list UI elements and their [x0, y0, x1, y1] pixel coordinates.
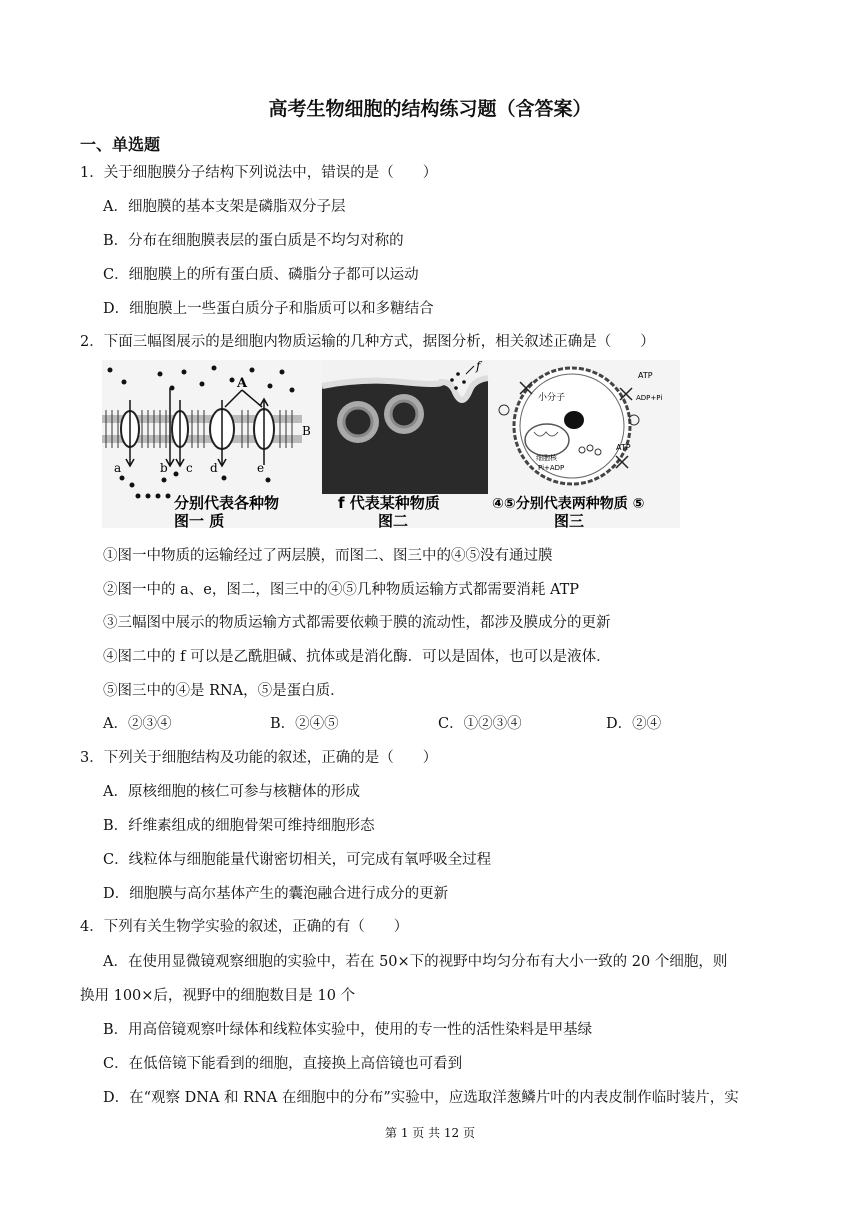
question-3-option-a: A．原核细胞的核仁可参与核糖体的形成	[103, 784, 360, 800]
question-1-option-a: A．细胞膜的基本支架是磷脂双分子层	[103, 199, 346, 215]
question-4-option-b: B．用高倍镜观察叶绿体和线粒体实验中，使用的专一性的活性染料是甲基绿	[103, 1022, 593, 1038]
question-4-stem: 4．下列有关生物学实验的叙述，正确的有（ ）	[80, 919, 409, 935]
question-3-option-b: B．纤维素组成的细胞骨架可维持细胞形态	[103, 818, 375, 834]
figure-3-label-adp-1: ADP+Pi	[636, 394, 663, 402]
question-2-statement-5: ⑤图三中的④是 RNA，⑤是蛋白质．	[103, 683, 345, 699]
figure-1-label-b-upper: B	[302, 424, 311, 438]
question-2-statement-4: ④图二中的 f 可以是乙酰胆碱、抗体或是消化酶．可以是固体，也可以是液体．	[103, 649, 611, 665]
figure-2-caption-line1: f 代表某种物质	[338, 494, 440, 512]
figure-3-label-atp-1: ATP	[638, 371, 653, 380]
figure-1-label-d: d	[210, 461, 218, 475]
question-2-option-a: A．②③④	[103, 716, 172, 732]
page-footer: 第 1 页 共 12 页	[385, 1126, 475, 1140]
figure-3-cell-diagram	[492, 368, 662, 528]
figure-2-label-f: f	[476, 360, 481, 373]
question-4-option-d: D．在“观察 DNA 和 RNA 在细胞中的分布”实验中，应选取洋葱鳞片叶的内表皮制作临时装片，实	[103, 1090, 739, 1106]
question-2-statement-1: ①图一中物质的运输经过了两层膜，而图二、图三中的④⑤没有通过膜	[103, 548, 553, 564]
question-1-option-b: B．分布在细胞膜表层的蛋白质是不均匀对称的	[103, 233, 404, 249]
figure-3-label-pi-adp: Pi+ADP	[538, 464, 565, 472]
figure-3-label-atp-2: ATP	[616, 443, 631, 452]
figure-3-caption-line1: ④⑤分别代表两种物质 ⑤	[492, 496, 645, 512]
figure-1-label-c: c	[186, 461, 193, 475]
section-heading: 一、单选题	[80, 135, 161, 154]
figure-1-label-b: b	[160, 461, 168, 475]
transport-figure	[102, 360, 680, 528]
figure-3-label-nucleus: 细胞核	[536, 454, 557, 462]
question-3-stem: 3．下列关于细胞结构及功能的叙述，正确的是（ ）	[80, 750, 438, 766]
question-3-option-c: C．线粒体与细胞能量代谢密切相关，可完成有氧呼吸全过程	[103, 852, 492, 868]
figure-3-caption-line2: 图三	[554, 512, 585, 528]
question-2-option-c: C．①②③④	[438, 716, 522, 732]
figure-1-caption-line1: 分别代表各种物	[174, 494, 280, 512]
question-1-option-c: C．细胞膜上的所有蛋白质、磷脂分子都可以运动	[103, 267, 419, 283]
figure-1-label-a: a	[114, 461, 122, 475]
figure-2-caption-line2: 图二	[378, 512, 409, 528]
question-3-option-d: D．细胞膜与高尔基体产生的囊泡融合进行成分的更新	[103, 886, 449, 902]
figure-1-label-a-upper: A	[237, 376, 248, 391]
figure-2-exocytosis-diagram	[322, 360, 488, 528]
figure-1-membrane-diagram	[102, 366, 311, 529]
question-4-option-a-line1: A．在使用显微镜观察细胞的实验中，若在 50×下的视野中均匀分布有大小一致的 20 个细胞，则	[103, 954, 728, 970]
question-2-option-d: D．②④	[606, 716, 662, 732]
figure-1-label-e: e	[257, 461, 265, 475]
page-title: 高考生物细胞的结构练习题（含答案）	[268, 98, 592, 120]
question-2-stem: 2．下面三幅图展示的是细胞内物质运输的几种方式，据图分析，相关叙述正确是（ ）	[80, 334, 655, 350]
question-4-option-a-line2: 换用 100×后，视野中的细胞数目是 10 个	[80, 988, 356, 1004]
question-1-stem: 1．关于细胞膜分子结构下列说法中，错误的是（ ）	[80, 165, 438, 181]
figure-3-label-small-molecule: 小分子	[538, 393, 566, 403]
question-2-option-b: B．②④⑤	[270, 716, 339, 732]
question-1-option-d: D．细胞膜上一些蛋白质分子和脂质可以和多糖结合	[103, 301, 434, 317]
question-2-statement-2: ②图一中的 a、e，图二，图三中的④⑤几种物质运输方式都需要消耗 ATP	[103, 582, 580, 598]
figure-1-caption-line2: 图一 质	[174, 512, 225, 528]
question-4-option-c: C．在低倍镜下能看到的细胞，直接换上高倍镜也可看到	[103, 1056, 463, 1072]
question-2-statement-3: ③三幅图中展示的物质运输方式都需要依赖于膜的流动性，都涉及膜成分的更新	[103, 615, 611, 631]
